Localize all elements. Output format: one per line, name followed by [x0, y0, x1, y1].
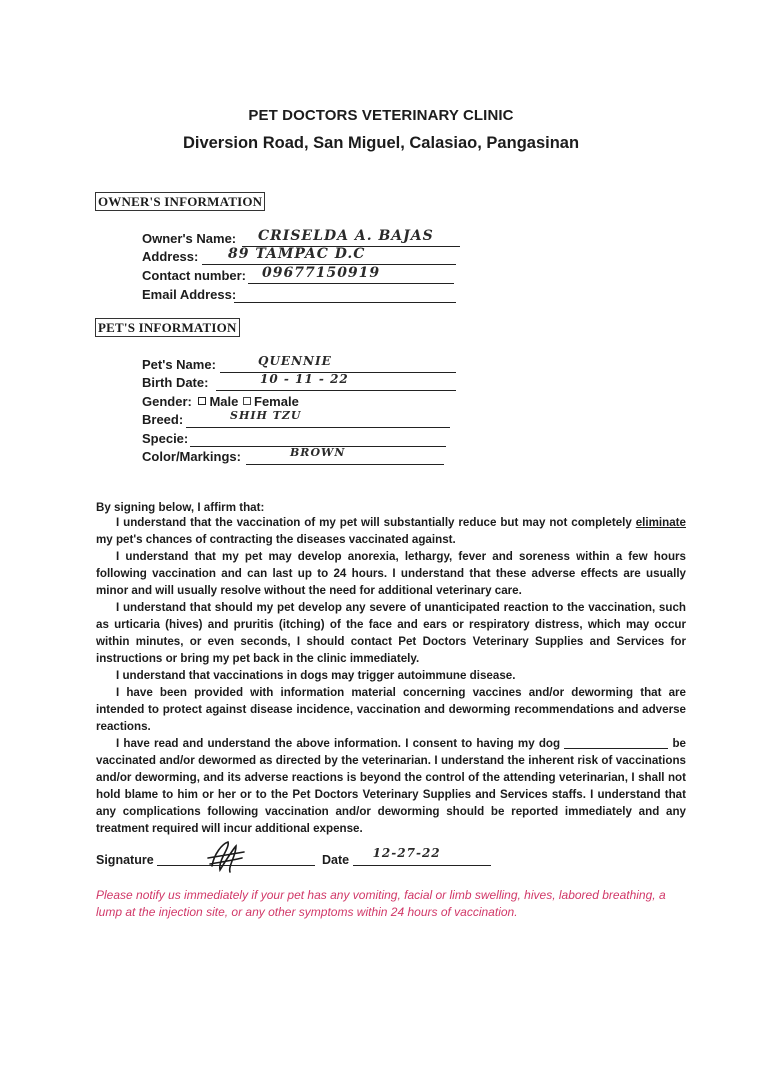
owner-name-label: Owner's Name: — [142, 231, 237, 246]
consent-p6-text: I have read and understand the above information. I consent to having my dog — [116, 737, 561, 750]
color-label: Color/Markings: — [142, 449, 241, 464]
date-line[interactable] — [353, 846, 491, 866]
notice-text: Please notify us immediately if your pet has any vomiting, facial or limb swelling, hives, labored breathing, a lump at the injection site, or any other symptoms within 24 hours of vaccination. — [96, 888, 666, 919]
consent-paragraph-2: I understand that my pet may develop anorexia, lethargy, fever and soreness within a few hours following vaccination and can last up to 24 hours. I understand that these adverse effects are usually minor and will usually resolve without the need for additional veterinary care. — [96, 550, 686, 597]
contact-value: 09677150919 — [262, 265, 381, 281]
birth-date-value: 10 - 11 - 22 — [260, 372, 349, 386]
breed-label: Breed: — [142, 412, 184, 427]
email-label: Email Address: — [142, 287, 237, 302]
consent-paragraph-6 — [96, 735, 686, 837]
consent-paragraph-4: I understand that vaccinations in dogs may trigger autoimmune disease. — [116, 669, 516, 682]
male-checkbox[interactable] — [198, 397, 206, 405]
breed-line — [186, 427, 450, 428]
consent-paragraph-1 — [96, 514, 686, 548]
gender-field — [142, 394, 299, 409]
pet-name-label: Pet's Name: — [142, 357, 216, 372]
consent-paragraph-3: I understand that should my pet develop any severe of unanticipated reaction to the vaccination, such as urticaria (hives) and pruritis (itching) of the face and ears or respiratory distress, which may occur within minutes, or even seconds, I should contact Pet Doctors Veterinary Supplies and Services for instructions or bring my pet back in the clinic immediately. — [96, 601, 686, 665]
male-label: Male — [209, 394, 239, 409]
email-line — [234, 302, 456, 303]
dog-name-blank[interactable] — [564, 736, 668, 749]
clinic-address: Diversion Road, San Miguel, Calasiao, Pangasinan — [182, 134, 580, 152]
consent-p1-text: I understand that the vaccination of my pet will substantially reduce but may not completely — [116, 516, 636, 529]
owner-address-label: Address: — [142, 249, 199, 264]
consent-p6-text-end: be vaccinated and/or dewormed as directed by the veterinarian. I understand the inherent risk of vaccinations and/or deworming, and its adverse reactions is beyond the control of the attending veterinarian, I shall not hold blame to him or her or to the Pet Doctors Veterinary Supplies and Services staffs. I understand that any complications following vaccination and/or deworming should be reported immediately and any treatment required will incur additional expense. — [96, 737, 686, 835]
consent-p1-text-end: my pet's chances of contracting the diseases vaccinated against. — [96, 533, 456, 546]
pet-name-value: QUENNIE — [258, 354, 332, 368]
consent-paragraph-5: I have been provided with information material concerning vaccines and/or deworming that are intended to protect against disease incidence, vaccination and deworming recommendations and adverse reactions. — [96, 686, 686, 733]
color-line — [246, 464, 444, 465]
contact-label: Contact number: — [142, 268, 246, 283]
handwritten-signature — [200, 836, 250, 876]
birth-date-line — [216, 390, 456, 391]
date-value: 12-27-22 — [372, 846, 441, 860]
owner-name-value: CRISELDA A. BAJAS — [258, 228, 434, 244]
date-label: Date — [322, 853, 350, 867]
owner-section-title: OWNER'S INFORMATION — [95, 192, 265, 211]
contact-line — [248, 283, 454, 284]
pet-section-title: PET'S INFORMATION — [95, 318, 240, 337]
birth-date-label: Birth Date: — [142, 375, 209, 390]
breed-value: SHIH TZU — [230, 409, 302, 422]
clinic-name: PET DOCTORS VETERINARY CLINIC — [248, 107, 514, 124]
specie-label: Specie: — [142, 431, 189, 446]
consent-intro: By signing below, I affirm that: — [96, 501, 265, 514]
owner-address-value: 89 TAMPAC D.C — [228, 246, 366, 262]
female-checkbox[interactable] — [243, 397, 251, 405]
date-field — [322, 846, 491, 867]
gender-label: Gender: — [142, 394, 192, 409]
signature-label: Signature — [96, 853, 154, 867]
color-value: BROWN — [290, 446, 346, 459]
consent-p1-underlined: eliminate — [635, 516, 686, 529]
female-label: Female — [254, 394, 299, 409]
